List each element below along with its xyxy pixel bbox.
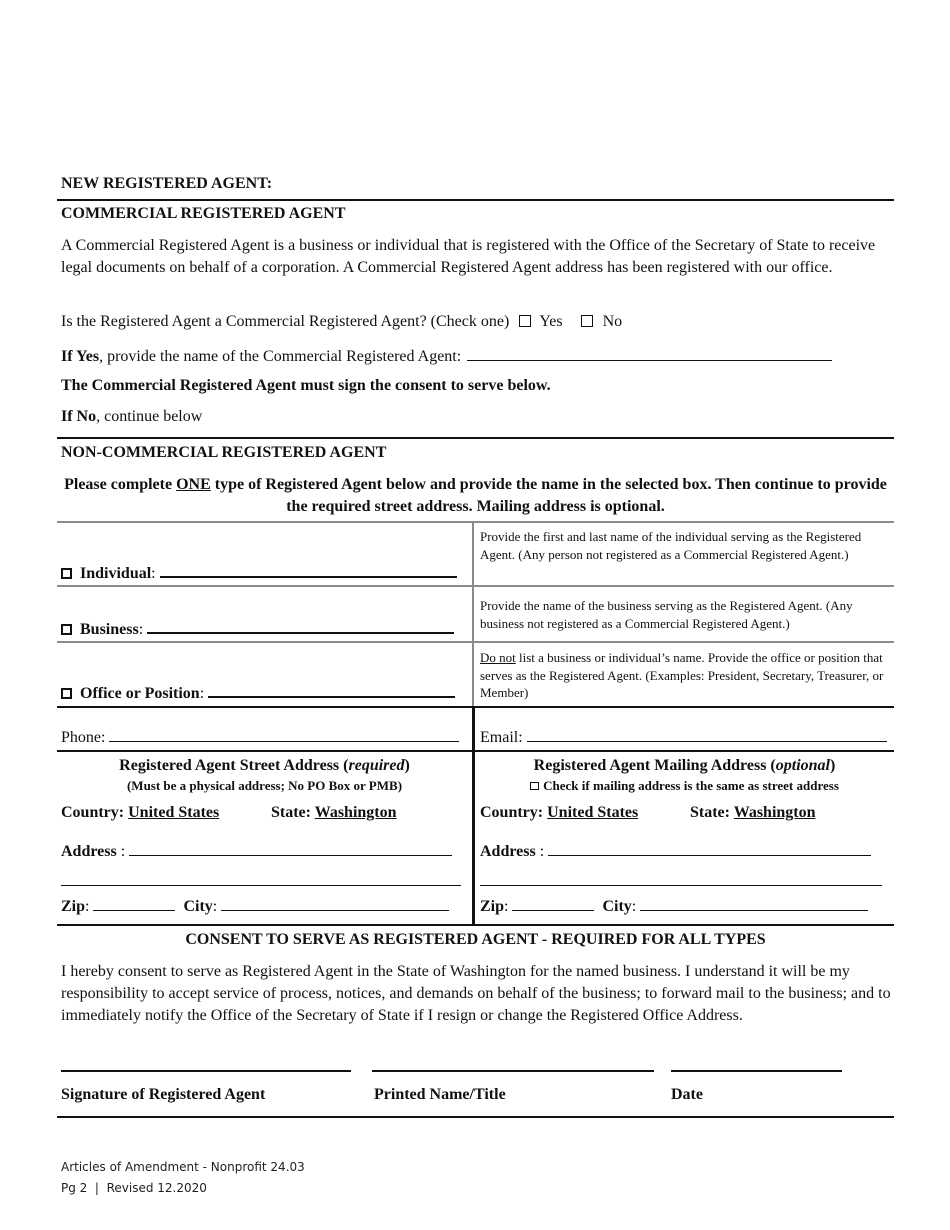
street-state-label: State — [271, 804, 306, 821]
business-help: Provide the name of the business serving as the Registered Agent. (Any business not registered as a Commercial Registered Agent.) — [480, 598, 853, 631]
street-state-value: Washington — [314, 804, 397, 821]
office-name-field[interactable] — [208, 682, 455, 698]
street-title-text: Registered Agent Street Address ( — [119, 757, 349, 774]
individual-checkbox[interactable] — [61, 568, 72, 579]
street-city-label: City — [183, 898, 213, 915]
street-address-subtitle: (Must be a physical address; No PO Box or PMB) — [126, 778, 403, 793]
street-address-line-2[interactable] — [61, 885, 461, 886]
street-address-field[interactable] — [129, 841, 452, 856]
street-title-end: ) — [404, 757, 410, 774]
if-no-text: , continue below — [96, 408, 203, 425]
if-yes-bold: If Yes — [61, 348, 100, 365]
office-row: Office or Position: — [61, 682, 455, 703]
street-address-title — [57, 757, 472, 775]
table-column-border — [472, 521, 474, 707]
office-help-text: list a business or individual’s name. Provide the office or position that serves as the Registered Agent. (Examples: President, Secretary, Treasurer, or Member) — [480, 650, 884, 700]
footer-page-info: Pg 2 | Revised 12.2020 — [61, 1181, 207, 1195]
phone-row — [61, 727, 459, 747]
yes-checkbox[interactable] — [519, 315, 531, 327]
commercial-question: Is the Registered Agent a Commercial Registered Agent? (Check one) — [61, 313, 510, 330]
table-top-border — [57, 521, 894, 523]
street-country-value: United States — [128, 804, 220, 821]
mailing-zip-city-row: Zip: City: — [480, 896, 868, 916]
mailing-title-text: Registered Agent Mailing Address ( — [533, 757, 776, 774]
phone-label: Phone: — [61, 729, 106, 746]
mailing-address-label: Address — [480, 843, 536, 860]
mailing-country-label: Country — [480, 804, 538, 821]
mailing-state-value: Washington — [733, 804, 816, 821]
mailing-title-em: optional — [775, 757, 830, 774]
street-title-em: required — [348, 757, 405, 774]
individual-name-field[interactable] — [160, 562, 457, 578]
business-checkbox[interactable] — [61, 624, 72, 635]
if-yes-text: , provide the name of the Commercial Registered Agent: — [99, 348, 462, 365]
office-help-underlined: Do not — [480, 650, 516, 665]
mailing-country-value: United States — [547, 804, 639, 821]
section-header: NEW REGISTERED AGENT: — [61, 175, 273, 192]
divider — [57, 437, 894, 439]
no-checkbox[interactable] — [581, 315, 593, 327]
if-yes-row — [61, 346, 832, 366]
mailing-state-row: State: Washington — [690, 804, 816, 821]
business-row: Business: — [61, 618, 454, 639]
street-country-label: Country — [61, 804, 119, 821]
mailing-zip-label: Zip — [480, 898, 505, 915]
mailing-title-end: ) — [829, 757, 836, 774]
instr-one: ONE — [176, 476, 211, 493]
consent-text: I hereby consent to serve as Registered Agent in the State of Washington for the named business. I understand it will be my responsibility to accept service of process, notices, and demands on behalf of the business; to forward mail to the business; and to immediately notify the Office of the Secretary of State if I resign or change the Registered Office Address. — [61, 963, 891, 1024]
mailing-same-label: Check if mailing address is the same as street address — [543, 778, 839, 793]
mailing-same-checkbox[interactable] — [530, 782, 539, 790]
mailing-same-row — [475, 778, 894, 794]
office-label: Office or Position — [80, 685, 200, 702]
table-row-border — [57, 641, 894, 643]
no-label: No — [602, 313, 623, 330]
email-field[interactable] — [527, 727, 887, 742]
footer-form-name: Articles of Amendment - Nonprofit 24.03 — [61, 1160, 305, 1174]
office-help — [480, 649, 885, 702]
mailing-country-row: Country: United States — [480, 804, 639, 821]
table-row-border — [57, 750, 894, 752]
phone-field[interactable] — [109, 727, 459, 742]
table-row-border — [57, 706, 894, 708]
mailing-state-label: State — [690, 804, 725, 821]
mailing-address-row: Address : — [480, 841, 871, 861]
table-bottom-border — [57, 924, 894, 926]
street-state-row: State: Washington — [271, 804, 397, 821]
office-checkbox[interactable] — [61, 688, 72, 699]
street-zip-city-row: Zip: City: — [61, 896, 449, 916]
instr-part-2: type of Registered Agent below and provide the name in the selected box. Then continue to provide the required street address. Mailing address is optional. — [210, 476, 887, 515]
divider — [57, 199, 894, 201]
mailing-address-field[interactable] — [548, 841, 871, 856]
signature-field[interactable] — [61, 1070, 351, 1072]
street-zip-label: Zip — [61, 898, 86, 915]
individual-help: Provide the first and last name of the individual serving as the Registered Agent. (Any person not registered as a Commercial Registered Agent.) — [480, 529, 862, 562]
street-city-field[interactable] — [221, 896, 449, 911]
street-zip-field[interactable] — [93, 896, 175, 911]
table-row-border — [57, 585, 894, 587]
street-address-label: Address — [61, 843, 117, 860]
date-label: Date — [671, 1086, 703, 1103]
business-name-field[interactable] — [147, 618, 454, 634]
mailing-city-label: City — [602, 898, 632, 915]
must-sign-note: The Commercial Registered Agent must sign the consent to serve below. — [61, 377, 551, 394]
mailing-address-title — [475, 757, 894, 775]
street-country-row: Country: United States — [61, 804, 220, 821]
street-address-row: Address : — [61, 841, 452, 861]
commercial-description: A Commercial Registered Agent is a business or individual that is registered with the Office of the Secretary of State to receive legal documents on behalf of a corporation. A Commercial Registered Agent address has been registered with our office. — [61, 237, 876, 276]
email-label: Email: — [480, 729, 523, 746]
commercial-agent-name-field[interactable] — [467, 346, 832, 361]
instr-part-1: Please complete — [64, 476, 177, 493]
mailing-city-field[interactable] — [640, 896, 868, 911]
consent-heading: CONSENT TO SERVE AS REGISTERED AGENT - REQUIRED FOR ALL TYPES — [185, 931, 766, 948]
table-column-border — [472, 706, 475, 926]
business-label: Business — [80, 621, 139, 638]
individual-label: Individual — [80, 565, 152, 582]
mailing-zip-field[interactable] — [512, 896, 594, 911]
date-field[interactable] — [671, 1070, 842, 1072]
mailing-address-line-2[interactable] — [480, 885, 882, 886]
noncommercial-instructions — [57, 474, 894, 518]
noncommercial-heading: NON-COMMERCIAL REGISTERED AGENT — [61, 444, 387, 461]
signature-label: Signature of Registered Agent — [61, 1086, 266, 1103]
email-row — [480, 727, 887, 747]
yes-label: Yes — [539, 313, 563, 330]
divider — [57, 1116, 894, 1118]
if-no-row — [61, 408, 202, 426]
commercial-heading: COMMERCIAL REGISTERED AGENT — [61, 205, 346, 222]
printed-name-label: Printed Name/Title — [374, 1086, 506, 1103]
individual-row: Individual: — [61, 562, 457, 583]
if-no-bold: If No — [61, 408, 97, 425]
commercial-question-row — [61, 313, 622, 331]
printed-name-field[interactable] — [372, 1070, 654, 1072]
